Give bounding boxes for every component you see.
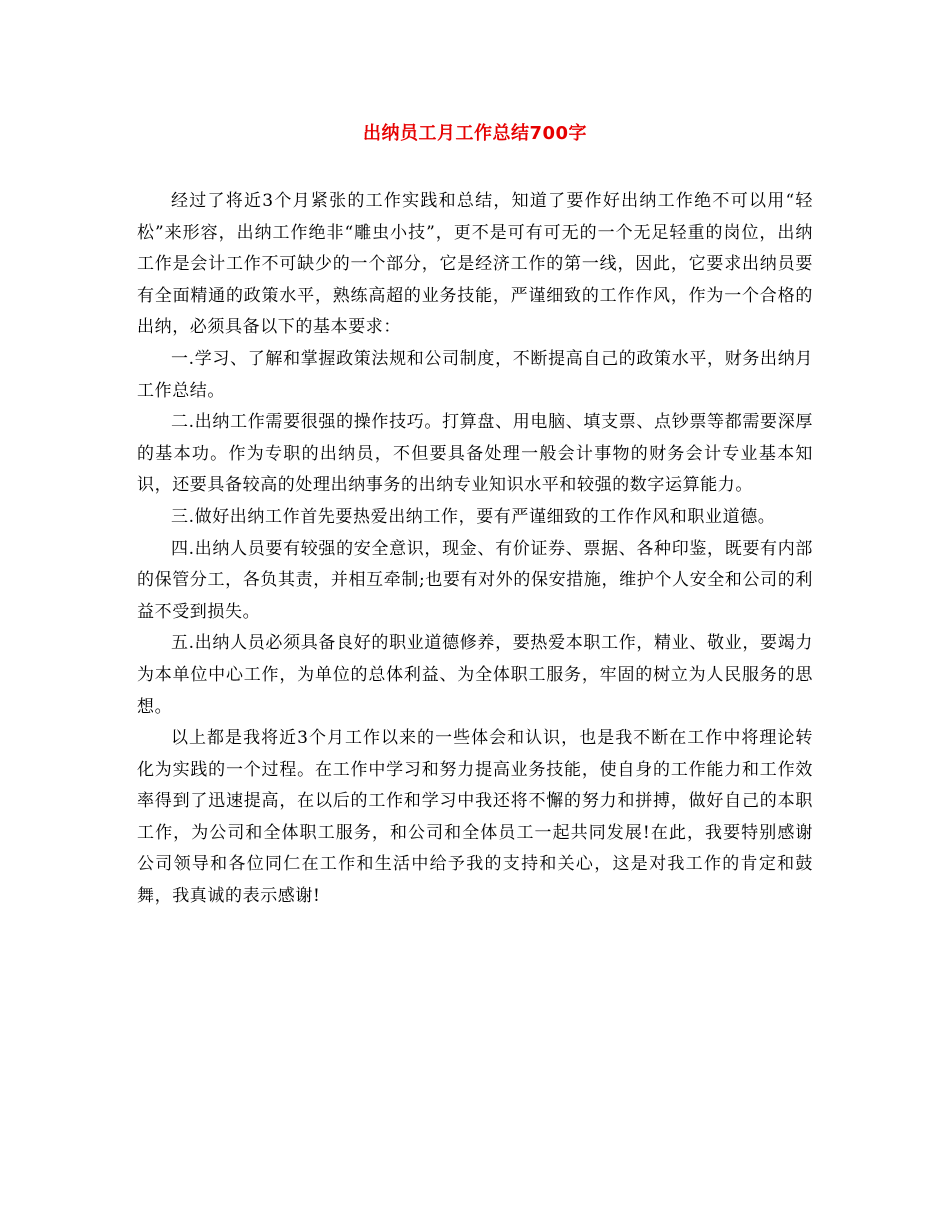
paragraph-conclusion: 以上都是我将近3个月工作以来的一些体会和认识，也是我不断在工作中将理论转化为实践的一个过程。在工作中学习和努力提高业务技能，使自身的工作能力和工作效率得到了迅速提高，在以后的工作和学习中我还将不懈的努力和拼搏，做好自己的本职工作，为公司和全体职工服务，和公司和全体员工一起共同发展!在此，我要特别感谢公司领导和各位同仁在工作和生活中给予我的支持和关心，这是对我工作的肯定和鼓舞，我真诚的表示感谢! [137, 728, 813, 907]
paragraph-intro: 经过了将近3个月紧张的工作实践和总结，知道了要作好出纳工作绝不可以用“轻松”来形容，出纳工作绝非“雕虫小技”，更不是可有可无的一个无足轻重的岗位，出纳工作是会计工作不可缺少的一个部分，它是经济工作的第一线，因此，它要求出纳员要有全面精通的政策水平，熟练高超的业务技能，严谨细致的工作作风，作为一个合格的出纳，必须具备以下的基本要求： [137, 191, 813, 338]
document-body [137, 186, 813, 913]
paragraph-requirement-4: 四.出纳人员要有较强的安全意识，现金、有价证券、票据、各种印鉴，既要有内部的保管分工，各负其责，并相互牵制;也要有对外的保安措施，维护个人安全和公司的利益不受到损失。 [137, 538, 813, 622]
paragraph-requirement-3: 三.做好出纳工作首先要热爱出纳工作，要有严谨细致的工作作风和职业道德。 [171, 506, 776, 527]
paragraph-requirement-2: 二.出纳工作需要很强的操作技巧。打算盘、用电脑、填支票、点钞票等都需要深厚的基本功。作为专职的出纳员，不但要具备处理一般会计事物的财务会计专业基本知识，还要具备较高的处理出纳事务的出纳专业知识水平和较强的数字运算能力。 [137, 412, 813, 496]
document-title: 出纳员工月工作总结700字 [362, 123, 588, 144]
paragraph-requirement-5: 五.出纳人员必须具备良好的职业道德修养，要热爱本职工作，精业、敬业，要竭力为本单位中心工作，为单位的总体利益、为全体职工服务，牢固的树立为人民服务的思想。 [137, 633, 813, 717]
paragraph-requirement-1: 一.学习、了解和掌握政策法规和公司制度，不断提高自己的政策水平，财务出纳月工作总结。 [137, 348, 813, 401]
